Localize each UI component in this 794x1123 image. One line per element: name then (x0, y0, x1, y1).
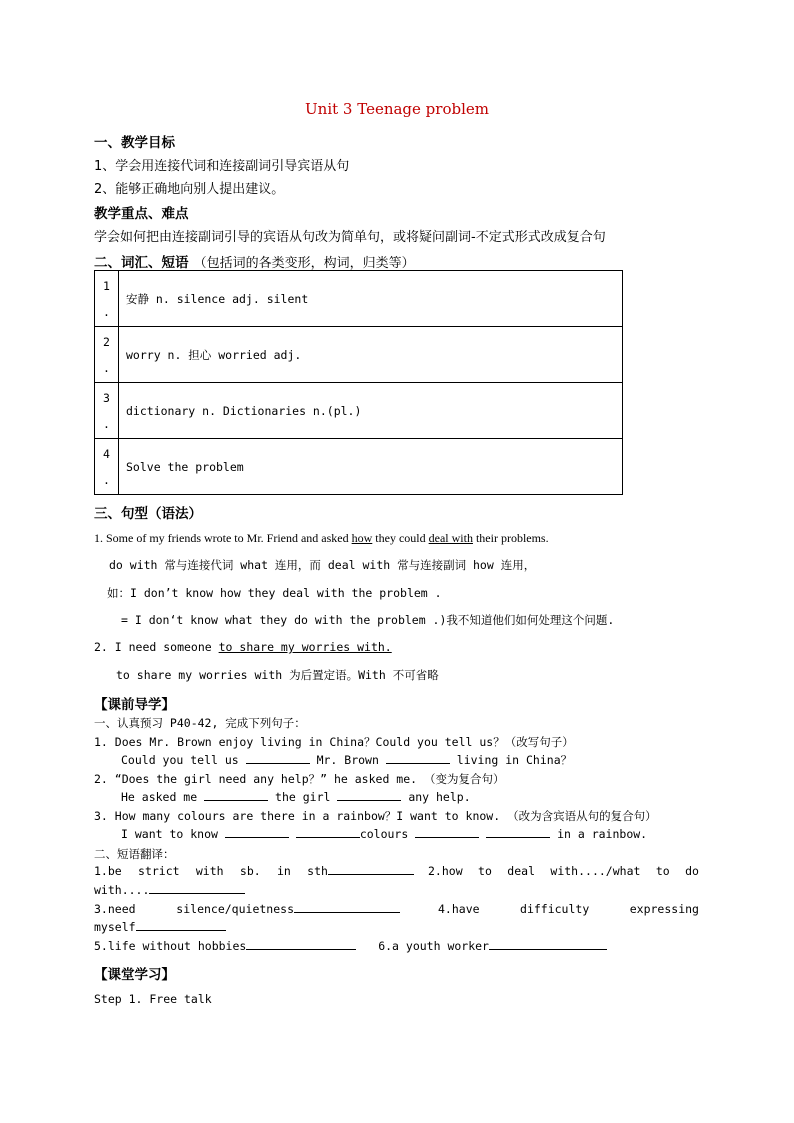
objective-1: 1、学会用连接代词和连接副词引导宾语从句 (94, 159, 350, 174)
grammar-note-1: do with 常与连接代词 what 连用，而 deal with 常与连接副词 how 连用， (109, 558, 536, 572)
underlined-deal-with: deal with (428, 531, 473, 545)
grammar-example-1: 如：I don’t know how they deal with the problem . (107, 586, 442, 600)
phrase-word: myself (94, 920, 136, 934)
phrase-word: to (478, 864, 492, 878)
answer-blank[interactable] (328, 873, 414, 875)
vocab-text: dictionary n. Dictionaries n.(pl.) (119, 383, 623, 439)
vocab-text: worry n. 担心 worried adj. (119, 327, 623, 383)
phrase-2-continued (94, 883, 245, 897)
vocab-note: （包括词的各类变形，构词，归类等） (193, 256, 415, 271)
answer-blank[interactable] (294, 911, 400, 913)
answer-text: colours (359, 827, 409, 841)
phrase-word: with (195, 864, 224, 878)
phrase-word: to (655, 864, 670, 878)
answer-blank[interactable] (337, 799, 401, 801)
phrase-word: with..../what (550, 864, 641, 878)
sentence-text: they could (372, 531, 429, 545)
phrase-4 (438, 902, 699, 916)
phrase-word: deal (507, 864, 535, 878)
phrase-word: difficulty (520, 902, 590, 916)
phrase-word: do (685, 864, 699, 878)
phrase-word: sth (307, 864, 328, 878)
vocab-heading: 二、词汇、短语 (94, 255, 189, 271)
keypoints-heading: 教学重点、难点 (94, 206, 189, 222)
answer-text: the girl (275, 790, 331, 804)
phrase-line-5 (94, 939, 607, 953)
answer-blank[interactable] (486, 836, 550, 838)
answer-blank[interactable] (489, 948, 607, 950)
classroom-step-1: Step 1. Free talk (94, 992, 212, 1006)
underlined-how: how (351, 531, 373, 545)
vocab-row (95, 271, 623, 327)
answer-text: living in China？ (456, 753, 573, 767)
sentence-text: 2. I need someone (94, 640, 219, 654)
question-2: 2. “Does the girl need any help？” he asked me. （变为复合句） (94, 772, 505, 786)
phrase-2 (428, 864, 699, 878)
question-1-answer (121, 752, 572, 768)
vocab-row (95, 383, 623, 439)
phrase-word: 6.a youth worker (378, 939, 489, 953)
answer-blank[interactable] (246, 948, 356, 950)
answer-text: in a rainbow. (557, 827, 648, 841)
answer-blank[interactable] (296, 836, 360, 838)
answer-text: any help. (408, 790, 471, 804)
vocab-num: 4 (103, 446, 110, 461)
phrase-word: 5.life without hobbies (94, 939, 247, 953)
vocab-header (94, 251, 415, 271)
vocab-row (95, 439, 623, 495)
answer-text: I want to know (121, 827, 218, 841)
question-3-answer (121, 827, 647, 841)
phrase-word: 2.how (428, 864, 463, 878)
grammar-sentence-2 (94, 640, 392, 654)
preview-subheading-1: 一、认真预习 P40-42, 完成下列句子： (94, 716, 306, 730)
answer-blank[interactable] (415, 836, 479, 838)
grammar-sentence-1 (94, 531, 549, 546)
answer-text: Could you tell us (121, 753, 239, 767)
phrase-line-3 (94, 902, 699, 916)
phrase-3 (94, 902, 400, 916)
phrase-word: silence/quietness (176, 902, 294, 916)
answer-blank[interactable] (246, 762, 310, 764)
objectives-heading: 一、教学目标 (94, 135, 175, 151)
vocab-dot: . (103, 472, 110, 487)
answer-blank[interactable] (225, 836, 289, 838)
objective-2: 2、能够正确地向别人提出建议。 (94, 182, 285, 197)
phrase-word: 4.have (438, 902, 480, 916)
phrase-word: with.... (94, 883, 150, 897)
grammar-example-2: = I don‘t know what they do with the problem .)我不知道他们如何处理这个问题. (121, 613, 615, 627)
question-2-answer (121, 790, 471, 804)
sentence-text: their problems. (472, 531, 549, 545)
preview-heading: 【课前导学】 (94, 697, 175, 713)
vocab-text: Solve the problem (119, 439, 623, 495)
page-title: Unit 3 Teenage problem (305, 100, 489, 118)
phrase-word: in (276, 864, 291, 878)
answer-blank[interactable] (386, 762, 450, 764)
sentence-text: 1. Some of my friends wrote to Mr. Friend and asked (94, 531, 352, 545)
vocab-dot: . (103, 416, 110, 431)
grammar-heading: 三、句型（语法） (94, 506, 202, 522)
question-1: 1. Does Mr. Brown enjoy living in China？Could you tell us？（改写句子） (94, 735, 574, 749)
phrase-word: sb. (239, 864, 261, 878)
phrase-line-1 (94, 864, 699, 878)
vocab-num: 2 (103, 334, 110, 349)
phrase-word: 1.be (94, 864, 122, 878)
vocab-dot: . (103, 304, 110, 319)
answer-text: Mr. Brown (316, 753, 379, 767)
underlined-phrase: to share my worries with. (218, 640, 392, 654)
preview-subheading-2: 二、短语翻译： (94, 847, 175, 861)
answer-blank[interactable] (204, 799, 268, 801)
phrase-word: 3.need (94, 902, 136, 916)
phrase-word: expressing (629, 902, 699, 916)
vocab-row (95, 327, 623, 383)
grammar-note-2: to share my worries with 为后置定语。With 不可省略 (116, 668, 439, 682)
phrase-word: strict (138, 864, 180, 878)
keypoints-text: 学会如何把由连接副词引导的宾语从句改为简单句，或将疑问副词-不定式形式改成复合句 (94, 230, 606, 245)
phrase-4-continued (94, 920, 226, 934)
answer-blank[interactable] (149, 892, 245, 894)
answer-text: He asked me (121, 790, 198, 804)
answer-blank[interactable] (136, 929, 226, 931)
vocab-table (94, 270, 623, 495)
phrase-1 (94, 864, 414, 878)
vocab-num: 3 (103, 390, 110, 405)
question-3: 3. How many colours are there in a rainbow？I want to know. （改为含宾语从句的复合句） (94, 809, 657, 823)
vocab-dot: . (103, 360, 110, 375)
vocab-num: 1 (103, 278, 110, 293)
vocab-text: 安静 n. silence adj. silent (119, 271, 623, 327)
classroom-heading: 【课堂学习】 (94, 967, 175, 983)
